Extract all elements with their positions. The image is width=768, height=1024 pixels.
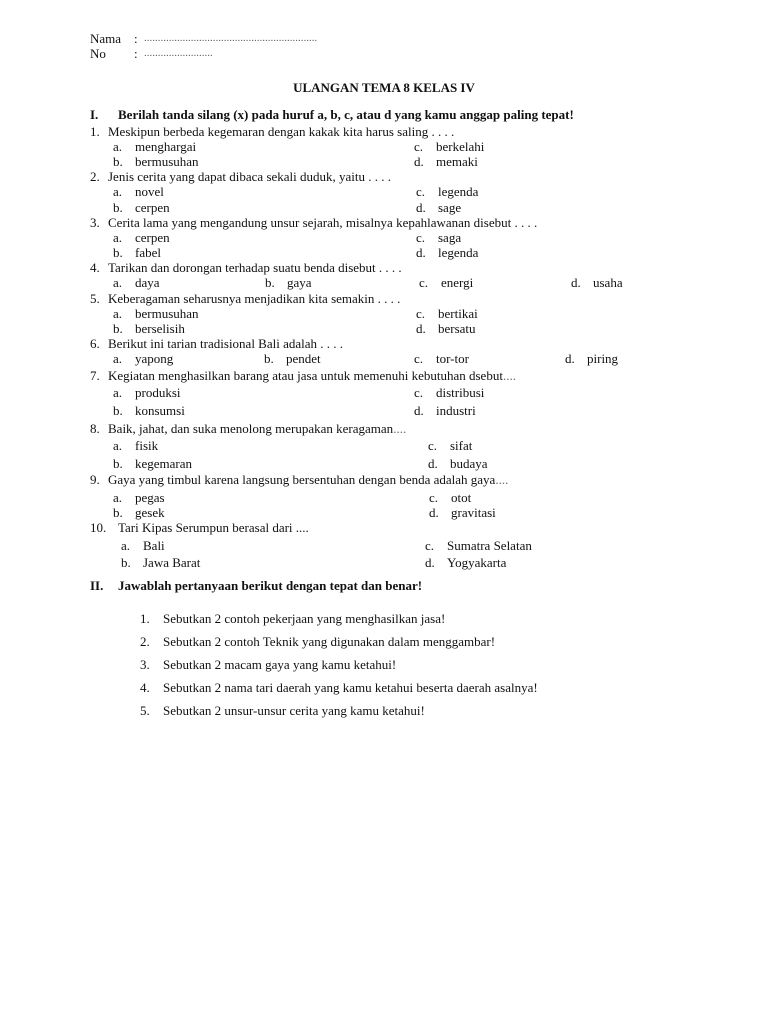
no-separator: : [134,46,138,61]
q4-option-d[interactable] [571,275,623,290]
option-letter: a. [113,184,123,199]
essay-3-number: 3. [140,657,150,672]
option-letter: d. [414,403,424,418]
option-text: bertikai [438,306,478,321]
option-text: saga [438,230,462,245]
no-label: No [90,46,106,61]
option-letter: c. [416,230,426,245]
q3-option-b[interactable] [113,245,161,260]
option-text: industri [436,403,476,418]
option-text: budaya [450,456,488,471]
q10-option-d[interactable] [425,555,506,570]
essay-2-text: Sebutkan 2 contoh Teknik yang digunakan dalam menggambar! [163,634,496,649]
option-text: pegas [135,490,165,505]
option-letter: c. [414,351,424,366]
question-4-text: Tarikan dan dorongan terhadap suatu benda disebut . . . . [108,260,402,275]
question-9-number: 9. [90,472,100,487]
nama-fill-line: ............................................................... [144,32,318,44]
q6-option-a[interactable] [113,351,173,366]
q2-option-c[interactable] [416,184,478,199]
essay-4-text: Sebutkan 2 nama tari daerah yang kamu ketahui beserta daerah asalnya! [163,680,538,695]
essay-4-number: 4. [140,680,150,695]
option-letter: a. [113,230,123,245]
option-text: bermusuhan [135,306,199,321]
option-letter: a. [113,275,123,290]
option-letter: d. [429,505,439,520]
question-9-ellipsis: .... [495,472,509,487]
option-letter: d. [571,275,581,290]
question-1-number: 1. [90,124,100,139]
question-8-number: 8. [90,421,100,436]
page-title: ULANGAN TEMA 8 KELAS IV [293,80,475,95]
question-8-body: Baik, jahat, dan suka menolong merupakan keragaman [108,421,394,436]
question-10-number: 10. [90,520,107,535]
q5-option-d[interactable] [416,321,476,336]
q1-option-c[interactable] [414,139,484,154]
option-text: pendet [286,351,321,366]
q8-option-b[interactable] [113,456,192,471]
option-letter: c. [416,184,426,199]
q1-option-a[interactable] [113,139,196,154]
essay-2-number: 2. [140,634,150,649]
option-text: memaki [436,154,478,169]
option-text: Sumatra Selatan [447,538,532,553]
q1-option-d[interactable] [414,154,478,169]
q7-option-b[interactable] [113,403,185,418]
option-text: daya [135,275,160,290]
question-7-body: Kegiatan menghasilkan barang atau jasa untuk memenuhi kebutuhan dsebut [108,368,503,383]
option-letter: a. [121,538,131,553]
question-7-number: 7. [90,368,100,383]
option-text: bermusuhan [135,154,199,169]
option-letter: c. [428,438,438,453]
no-fill-line: ......................... [144,47,213,59]
option-text: Yogyakarta [447,555,507,570]
option-text: legenda [438,245,479,260]
option-text: legenda [438,184,479,199]
option-letter: d. [416,245,426,260]
q8-option-c[interactable] [428,438,472,453]
option-letter: b. [113,456,123,471]
question-10-text: Tari Kipas Serumpun berasal dari .... [118,520,309,535]
option-letter: b. [113,321,123,336]
option-text: gesek [135,505,165,520]
q5-option-b[interactable] [113,321,185,336]
q10-option-c[interactable] [425,538,532,553]
q3-option-d[interactable] [416,245,478,260]
q6-option-d[interactable] [565,351,618,366]
essay-1-text: Sebutkan 2 contoh pekerjaan yang menghasilkan jasa! [163,611,446,626]
option-letter: a. [113,306,123,321]
question-7-ellipsis: .... [502,368,516,383]
option-letter: b. [121,555,131,570]
q5-option-c[interactable] [416,306,478,321]
option-text: gaya [287,275,312,290]
q2-option-d[interactable] [416,200,461,215]
q2-option-b[interactable] [113,200,170,215]
option-letter: b. [113,505,123,520]
option-text: fisik [135,438,159,453]
option-letter: b. [265,275,275,290]
q7-option-d[interactable] [414,403,476,418]
option-letter: d. [416,200,426,215]
nama-label: Nama [90,31,122,46]
nama-separator: : [134,31,138,46]
option-letter: a. [113,490,123,505]
option-text: kegemaran [135,456,193,471]
question-7-text [108,368,516,383]
option-letter: c. [429,490,439,505]
option-text: bersatu [438,321,476,336]
q4-option-b[interactable] [265,275,312,290]
q5-option-a[interactable] [113,306,199,321]
essay-5-text: Sebutkan 2 unsur-unsur cerita yang kamu ketahui! [163,703,425,718]
option-letter: c. [425,538,435,553]
option-text: fabel [135,245,161,260]
option-text: berkelahi [436,139,485,154]
option-text: cerpen [135,230,170,245]
option-letter: d. [414,154,424,169]
q10-option-b[interactable] [121,555,200,570]
section1-number: I. [90,107,99,122]
question-2-number: 2. [90,169,100,184]
essay-1-number: 1. [140,611,150,626]
option-letter: c. [414,139,424,154]
option-letter: d. [428,456,438,471]
q4-option-c[interactable] [419,275,473,290]
q3-option-c[interactable] [416,230,461,245]
option-letter: c. [416,306,426,321]
q6-option-b[interactable] [264,351,321,366]
option-text: cerpen [135,200,170,215]
question-1-text: Meskipun berbeda kegemaran dengan kakak kita harus saling . . . . [108,124,455,139]
q8-option-a[interactable] [113,438,158,453]
option-letter: c. [414,385,424,400]
option-text: gravitasi [451,505,496,520]
option-text: Jawa Barat [143,555,201,570]
option-text: sifat [450,438,473,453]
question-3-text: Cerita lama yang mengandung unsur sejarah, misalnya kepahlawanan disebut . . . . [108,215,538,230]
option-text: usaha [593,275,623,290]
q7-option-a[interactable] [113,385,181,400]
option-text: distribusi [436,385,485,400]
question-5-number: 5. [90,291,100,306]
option-letter: d. [565,351,575,366]
question-5-text: Keberagaman seharusnya menjadikan kita semakin . . . . [108,291,401,306]
q8-option-d[interactable] [428,456,488,471]
option-letter: b. [264,351,274,366]
option-letter: b. [113,154,123,169]
option-letter: d. [416,321,426,336]
option-letter: b. [113,403,123,418]
option-text: novel [135,184,164,199]
q1-option-b[interactable] [113,154,199,169]
option-text: sage [438,200,462,215]
q9-option-d[interactable] [429,505,496,520]
section1-instruction: Berilah tanda silang (x) pada huruf a, b, c, atau d yang kamu anggap paling tepat! [118,107,574,122]
option-text: Bali [143,538,165,553]
option-letter: a. [113,438,123,453]
option-text: menghargai [135,139,197,154]
q4-option-a[interactable] [113,275,160,290]
option-letter: a. [113,385,123,400]
option-letter: a. [113,139,123,154]
essay-3-text: Sebutkan 2 macam gaya yang kamu ketahui! [163,657,397,672]
option-text: tor-tor [436,351,469,366]
option-text: konsumsi [135,403,185,418]
question-9-text [108,472,508,487]
option-text: energi [441,275,474,290]
q7-option-c[interactable] [414,385,484,400]
option-text: piring [587,351,619,366]
option-letter: c. [419,275,429,290]
q6-option-c[interactable] [414,351,469,366]
option-text: berselisih [135,321,185,336]
question-8-ellipsis: .... [393,421,407,436]
option-letter: d. [425,555,435,570]
option-text: otot [451,490,472,505]
question-8-text [108,421,406,436]
option-letter: b. [113,200,123,215]
q3-option-a[interactable] [113,230,170,245]
question-6-text: Berikut ini tarian tradisional Bali adalah . . . . [108,336,344,351]
q9-option-a[interactable] [113,490,165,505]
question-2-text: Jenis cerita yang dapat dibaca sekali duduk, yaitu . . . . [108,169,392,184]
question-4-number: 4. [90,260,100,275]
q9-option-b[interactable] [113,505,165,520]
option-letter: b. [113,245,123,260]
q2-option-a[interactable] [113,184,164,199]
q9-option-c[interactable] [429,490,471,505]
essay-5-number: 5. [140,703,150,718]
q10-option-a[interactable] [121,538,165,553]
question-3-number: 3. [90,215,100,230]
option-text: yapong [135,351,174,366]
option-letter: a. [113,351,123,366]
section2-instruction: Jawablah pertanyaan berikut dengan tepat dan benar! [118,578,423,593]
section2-number: II. [90,578,104,593]
question-6-number: 6. [90,336,100,351]
option-text: produksi [135,385,181,400]
question-9-body: Gaya yang timbul karena langsung bersentuhan dengan benda adalah gaya [108,472,496,487]
